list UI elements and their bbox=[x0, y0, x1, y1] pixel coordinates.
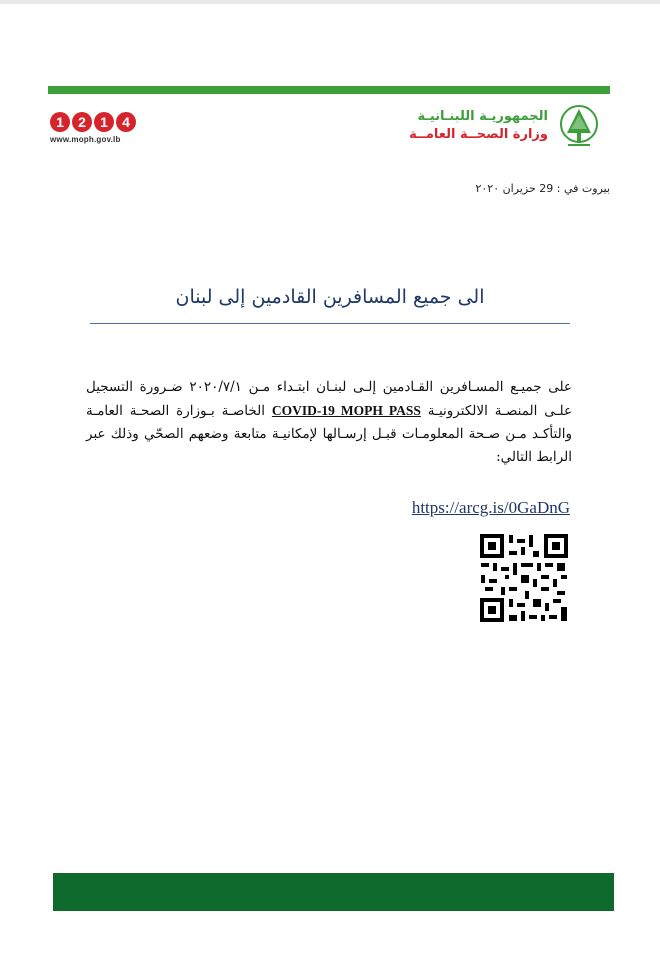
hotline-digit: 2 bbox=[72, 112, 92, 132]
page-top-edge bbox=[0, 0, 660, 4]
page-title: الى جميع المسافرين القادمين إلى لبنان bbox=[175, 286, 485, 308]
header-green-bar bbox=[48, 86, 610, 94]
announcement-body bbox=[86, 376, 572, 469]
qr-code-icon[interactable] bbox=[479, 533, 569, 623]
hotline-logo bbox=[50, 112, 150, 144]
body-text-part-1: على جميـع المسـافرين القـادمين إلـى لبنـان ابتـداء مـن ٢٠٢٠/٧/١ ضـرورة التسجيل علـى المنصـة الالكترونيـة bbox=[86, 379, 573, 419]
ministry-name: وزارة الصحــة العامــة bbox=[409, 127, 548, 142]
republic-name: الجمهوريـة اللبنـانيـة bbox=[417, 109, 548, 124]
hotline-digit: 1 bbox=[94, 112, 114, 132]
hotline-digit: 1 bbox=[50, 112, 70, 132]
hotline-digit: 4 bbox=[116, 112, 136, 132]
footer-green-bar bbox=[53, 873, 614, 911]
ministry-names bbox=[409, 108, 548, 144]
registration-link[interactable]: https://arcg.is/0GaDnG bbox=[411, 498, 570, 517]
website-label: www.moph.gov.lb bbox=[50, 135, 121, 144]
platform-name: COVID-19 MOPH PASS bbox=[271, 403, 421, 418]
hotline-digits bbox=[50, 112, 150, 132]
date-line: بيروت في : 29 حزيران ٢٠٢٠ bbox=[475, 182, 610, 195]
cedar-tree-logo-icon bbox=[556, 103, 602, 149]
ministry-header bbox=[409, 103, 602, 149]
title-underline bbox=[90, 323, 570, 324]
body-text-part-2: الخاصـة بـوزارة الصحـة العامـة والتأكـد مـن صـحة المعلومـات قبـل إرسـالها لإمكانيـة متابعة وضعهم الصحّي وذلك عبر الرابط التالي: bbox=[86, 403, 572, 465]
